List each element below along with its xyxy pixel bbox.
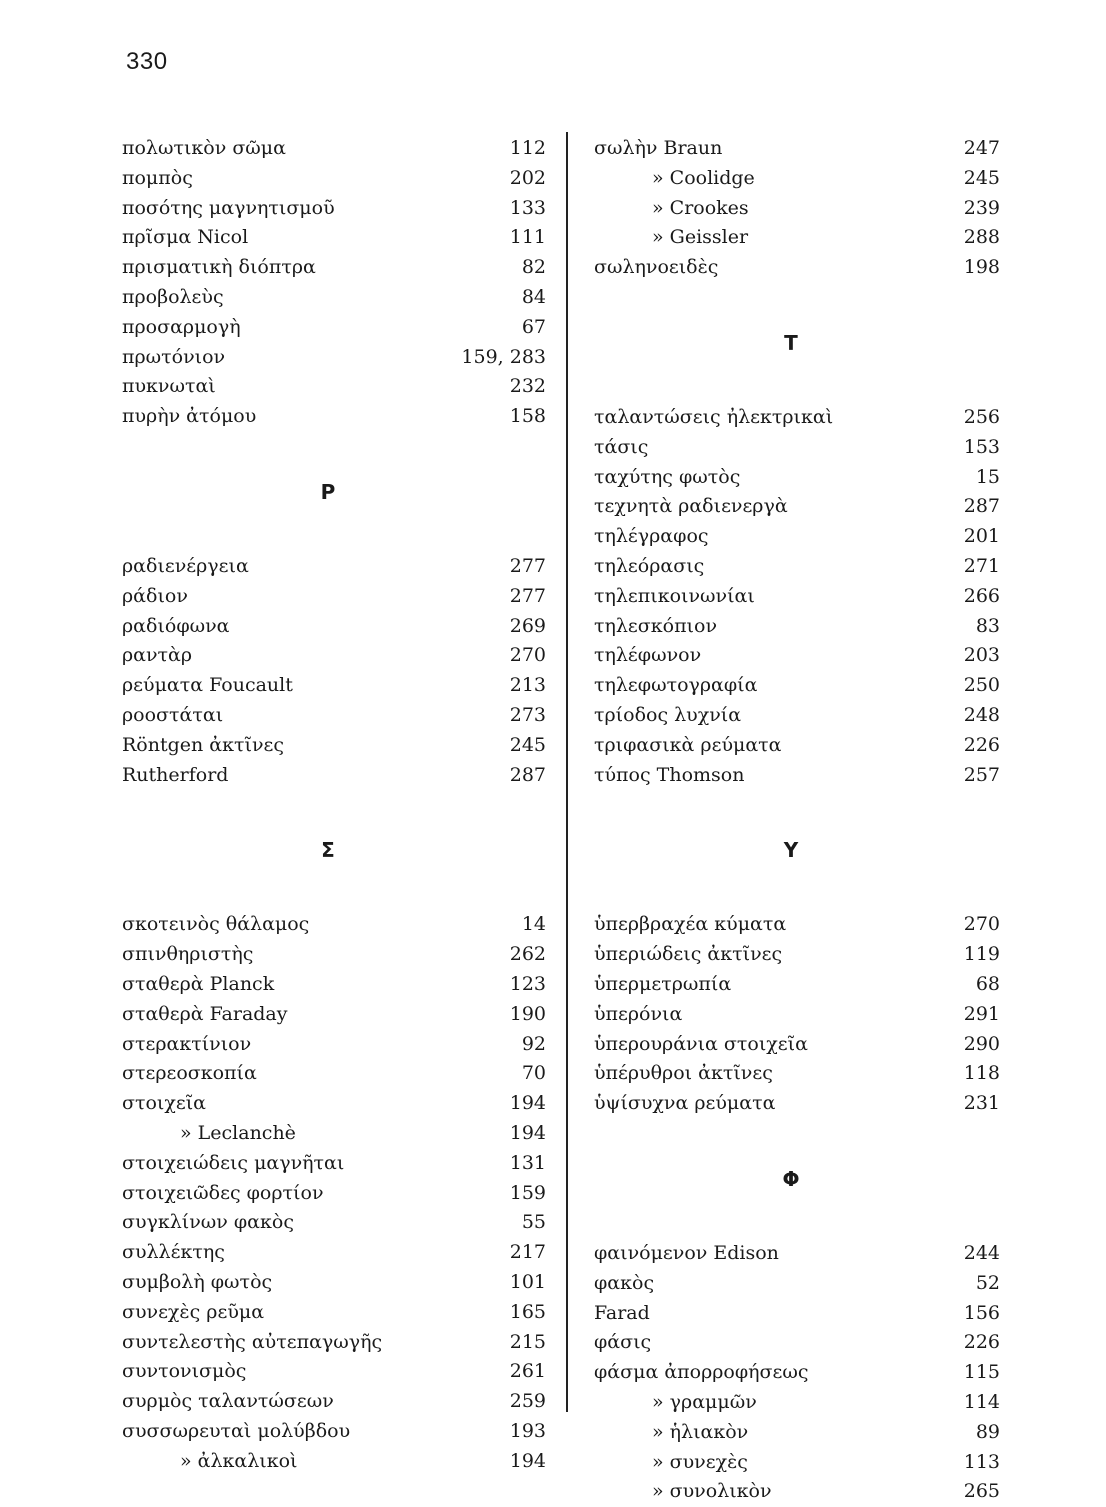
section-spacer [110,790,546,820]
index-page-ref: 245 [963,166,1000,189]
index-entry [110,1268,546,1298]
index-page-ref: 215 [509,1330,546,1353]
index-entry [110,283,546,313]
index-entry [582,253,1000,283]
index-term: σπινθηριστὴς [122,943,254,966]
index-entry [110,1298,546,1328]
index-term: ράδιον [122,584,188,607]
index-term: » Leclanchè [180,1121,296,1144]
index-entry [582,552,1000,582]
index-entry [110,1357,546,1387]
index-page-ref: 156 [963,1301,1000,1324]
index-term: τηλέφωνον [594,644,702,667]
index-term: τηλεόρασις [594,554,705,577]
index-entry [110,1179,546,1209]
index-term: στοιχειώδεις μαγνῆται [122,1151,345,1174]
index-term: ὑπέρυθροι ἀκτῖνες [594,1062,773,1085]
index-page-ref: 217 [509,1241,546,1264]
section-spacer [582,283,1000,313]
index-entry [110,1149,546,1179]
index-term: τηλεσκόπιον [594,614,717,637]
index-page-ref: 257 [963,763,1000,786]
index-entry [582,641,1000,671]
index-entry [582,433,1000,463]
index-term: Farad [594,1301,650,1324]
index-term: ροοστάται [122,703,224,726]
index-entry [110,1328,546,1358]
index-term: ρεύματα Foucault [122,674,293,697]
index-page-ref: 261 [509,1360,546,1383]
index-term: συντελεστὴς αὐτεπαγωγῆς [122,1330,383,1353]
index-entry [582,1388,1000,1418]
index-entry [110,372,546,402]
index-term: Rutherford [122,763,229,786]
index-term: στοιχεῖα [122,1092,207,1115]
index-page-ref: 231 [963,1092,1000,1115]
index-entry [582,492,1000,522]
index-entry [582,1000,1000,1030]
index-entry [110,940,546,970]
index-page-ref: 82 [521,256,546,279]
index-page-ref: 226 [963,1331,1000,1354]
index-term: ταχύτης φωτὸς [594,465,741,488]
index-page-ref: 83 [975,614,1000,637]
index-entry [582,612,1000,642]
index-entry [110,582,546,612]
index-entry [582,1328,1000,1358]
index-term: πολωτικὸν σῶμα [122,137,286,159]
index-term: πυκνωταὶ [122,375,216,398]
index-page-ref: 287 [509,763,546,786]
section-spacer [110,522,546,552]
index-page-ref: 159, 283 [461,345,546,368]
index-term: ραδιενέργεια [122,554,249,577]
index-term: σωλὴν Braun [594,137,723,159]
index-entry [582,671,1000,701]
index-term: » Coolidge [652,166,755,189]
index-entry [582,582,1000,612]
index-term: τηλεπικοινωνίαι [594,584,755,607]
index-entry [582,1299,1000,1329]
index-page-ref: 245 [509,733,546,756]
index-entry [110,1059,546,1089]
index-entry [110,1119,546,1149]
index-page-ref: 67 [521,315,546,338]
index-page-ref: 92 [521,1032,546,1055]
section-letter-heading: Φ [782,1166,800,1191]
index-page-ref: 119 [963,943,1000,966]
index-entry [582,164,1000,194]
index-entry [110,1417,546,1447]
index-entry [582,223,1000,253]
index-entry [110,1000,546,1030]
index-entry [110,1447,546,1477]
index-page-ref: 68 [975,972,1000,995]
index-page-ref: 190 [509,1002,546,1025]
index-page-ref: 115 [963,1361,1000,1384]
index-term: στοιχειῶδες φορτίον [122,1181,324,1204]
index-page-ref: 194 [509,1092,546,1115]
index-term: ὑπερουράνια στοιχεῖα [594,1032,808,1055]
index-term: τηλεφωτογραφία [594,674,758,697]
index-page-ref: 271 [963,554,1000,577]
index-page-ref: 273 [509,703,546,726]
section-spacer [582,880,1000,910]
index-page-ref: 198 [963,256,1000,279]
index-entry [110,194,546,224]
index-page-ref: 131 [509,1151,546,1174]
index-column-right [582,134,1000,1507]
index-term: πυρὴν ἀτόμου [122,405,257,428]
index-term: ὑπεριώδεις ἀκτῖνες [594,943,783,966]
index-term: » Geissler [652,226,749,249]
index-term: » γραμμῶν [652,1390,757,1413]
index-page-ref: 203 [963,644,1000,667]
index-entry [582,1239,1000,1269]
index-term: φάσις [594,1331,652,1354]
index-page-ref: 158 [509,405,546,428]
index-entry [582,1418,1000,1448]
index-entry [110,402,546,432]
index-entry [110,223,546,253]
index-entry [582,1477,1000,1507]
index-page-ref: 256 [963,405,1000,428]
index-entry [110,253,546,283]
index-entry [110,970,546,1000]
section-letter-heading: Τ [784,330,798,355]
index-page-ref: 159 [509,1181,546,1204]
page-number: 330 [126,48,168,75]
index-entry [110,701,546,731]
index-page-ref: 266 [963,584,1000,607]
index-entry [110,343,546,373]
index-entry [110,1208,546,1238]
index-page-ref: 84 [521,285,546,308]
index-term: τεχνητὰ ραδιενεργὰ [594,495,788,518]
index-page-ref: 244 [963,1241,1000,1264]
index-page-ref: 259 [509,1390,546,1413]
index-term: στερακτίνιον [122,1032,252,1055]
index-page-ref: 226 [963,733,1000,756]
index-page-ref: 277 [509,554,546,577]
section-letter-heading: Υ [783,838,799,863]
index-page-ref: 247 [963,137,1000,159]
column-divider [566,132,568,1412]
index-term: » συνολικὸν [652,1480,772,1503]
index-page-ref: 165 [509,1300,546,1323]
index-term: συσσωρευταὶ μολύβδου [122,1419,351,1442]
index-term: φαινόμενον Edison [594,1241,779,1264]
index-page-ref: 133 [509,196,546,219]
index-term: τηλέγραφος [594,525,709,548]
index-page-ref: 250 [963,674,1000,697]
section-spacer [582,1119,1000,1149]
index-page-ref: 213 [509,674,546,697]
index-term: φάσμα ἀπορροφήσεως [594,1361,809,1384]
index-entry [110,761,546,791]
index-term: σωληνοειδὲς [594,256,719,279]
index-term: τύπος Thomson [594,763,745,786]
index-entry [582,701,1000,731]
index-term: » συνεχὲς [652,1450,748,1473]
index-term: ραδιόφωνα [122,614,230,637]
index-page-ref: 270 [509,644,546,667]
index-term: συλλέκτης [122,1241,225,1264]
index-term: πομπὸς [122,166,193,189]
index-entry [582,134,1000,164]
index-entry [110,910,546,940]
index-term: συρμὸς ταλαντώσεων [122,1390,334,1413]
index-entry [582,1448,1000,1478]
index-entry [582,1030,1000,1060]
index-page-ref: 193 [509,1419,546,1442]
index-term: ὑψίσυχνα ρεύματα [594,1092,776,1115]
index-page-ref: 287 [963,495,1000,518]
index-entry [582,910,1000,940]
index-term: πρῖσμα Nicol [122,226,249,249]
index-page-ref: 111 [509,226,546,249]
index-term: τρίοδος λυχνία [594,703,742,726]
section-spacer [582,1209,1000,1239]
index-page-ref: 232 [509,375,546,398]
index-term: πρισματικὴ διόπτρα [122,256,316,279]
index-term: συγκλίνων φακὸς [122,1211,294,1234]
index-page-ref: 55 [521,1211,546,1234]
index-page-ref: 269 [509,614,546,637]
index-term: φακὸς [594,1271,655,1294]
index-term: ὑπερβραχέα κύματα [594,913,787,936]
index-page-ref: 14 [521,913,546,936]
index-entry [110,552,546,582]
index-entry [582,403,1000,433]
index-page-ref: 194 [509,1449,546,1472]
index-term: » ἀλκαλικοὶ [180,1449,298,1472]
index-entry [582,463,1000,493]
index-entry [110,731,546,761]
index-column-left [110,134,546,1476]
section-letter-heading: Ρ [320,479,336,504]
index-page-ref: 202 [509,166,546,189]
index-page-ref: 288 [963,226,1000,249]
index-page-ref: 70 [521,1062,546,1085]
index-page-ref: 123 [509,972,546,995]
index-term: συνεχὲς ρεῦμα [122,1300,265,1323]
index-page-ref: 52 [975,1271,1000,1294]
index-term: προβολεὺς [122,285,224,308]
index-entry [582,522,1000,552]
index-entry [110,641,546,671]
index-term: σταθερὰ Planck [122,972,275,995]
section-spacer [110,432,546,462]
index-term: Röntgen ἀκτῖνες [122,733,285,756]
index-term: ὑπερόνια [594,1002,683,1025]
index-page-ref: 89 [975,1420,1000,1443]
index-page-ref: 15 [975,465,1000,488]
index-term: στερεοσκοπία [122,1062,257,1085]
index-term: τάσις [594,435,649,458]
index-entry [582,970,1000,1000]
index-page-ref: 114 [963,1390,1000,1413]
index-entry [110,1030,546,1060]
index-page-ref: 277 [509,584,546,607]
index-entry [582,194,1000,224]
index-term: συμβολὴ φωτὸς [122,1270,273,1293]
section-letter-heading: Σ [321,838,335,863]
index-term: προσαρμογὴ [122,315,241,338]
index-term: ὑπερμετρωπία [594,972,732,995]
index-page-ref: 112 [509,137,546,159]
index-page-ref: 291 [963,1002,1000,1025]
index-term: ποσότης μαγνητισμοῦ [122,196,335,219]
index-entry [110,1089,546,1119]
index-entry [110,134,546,164]
index-term: πρωτόνιον [122,345,226,368]
index-entry [110,612,546,642]
index-page-ref: 270 [963,913,1000,936]
index-page-ref: 248 [963,703,1000,726]
index-entry [110,671,546,701]
section-spacer [582,790,1000,820]
index-page-ref: 194 [509,1121,546,1144]
index-term: συντονισμὸς [122,1360,247,1383]
index-entry [582,1358,1000,1388]
index-term: » ἡλιακὸν [652,1420,749,1443]
index-entry [582,1269,1000,1299]
index-entry [582,1059,1000,1089]
section-spacer [582,373,1000,403]
index-page-ref: 101 [509,1270,546,1293]
index-entry [110,164,546,194]
index-page-ref: 113 [963,1450,1000,1473]
index-page-ref: 239 [963,196,1000,219]
index-term: ταλαντώσεις ἠλεκτρικαὶ [594,405,834,428]
index-term: » Crookes [652,196,749,219]
index-entry [110,313,546,343]
index-page-ref: 290 [963,1032,1000,1055]
index-term: ραντὰρ [122,644,193,667]
index-entry [582,1089,1000,1119]
section-spacer [110,880,546,910]
index-page-ref: 118 [963,1062,1000,1085]
index-page-ref: 201 [963,525,1000,548]
index-term: τριφασικὰ ρεύματα [594,733,782,756]
index-term: σκοτεινὸς θάλαμος [122,913,310,936]
index-entry [110,1238,546,1268]
index-page-ref: 153 [963,435,1000,458]
index-entry [110,1387,546,1417]
index-entry [582,940,1000,970]
index-entry [582,761,1000,791]
index-entry [582,731,1000,761]
index-term: σταθερὰ Faraday [122,1002,288,1025]
index-page-ref: 262 [509,943,546,966]
index-page-ref: 265 [963,1480,1000,1503]
